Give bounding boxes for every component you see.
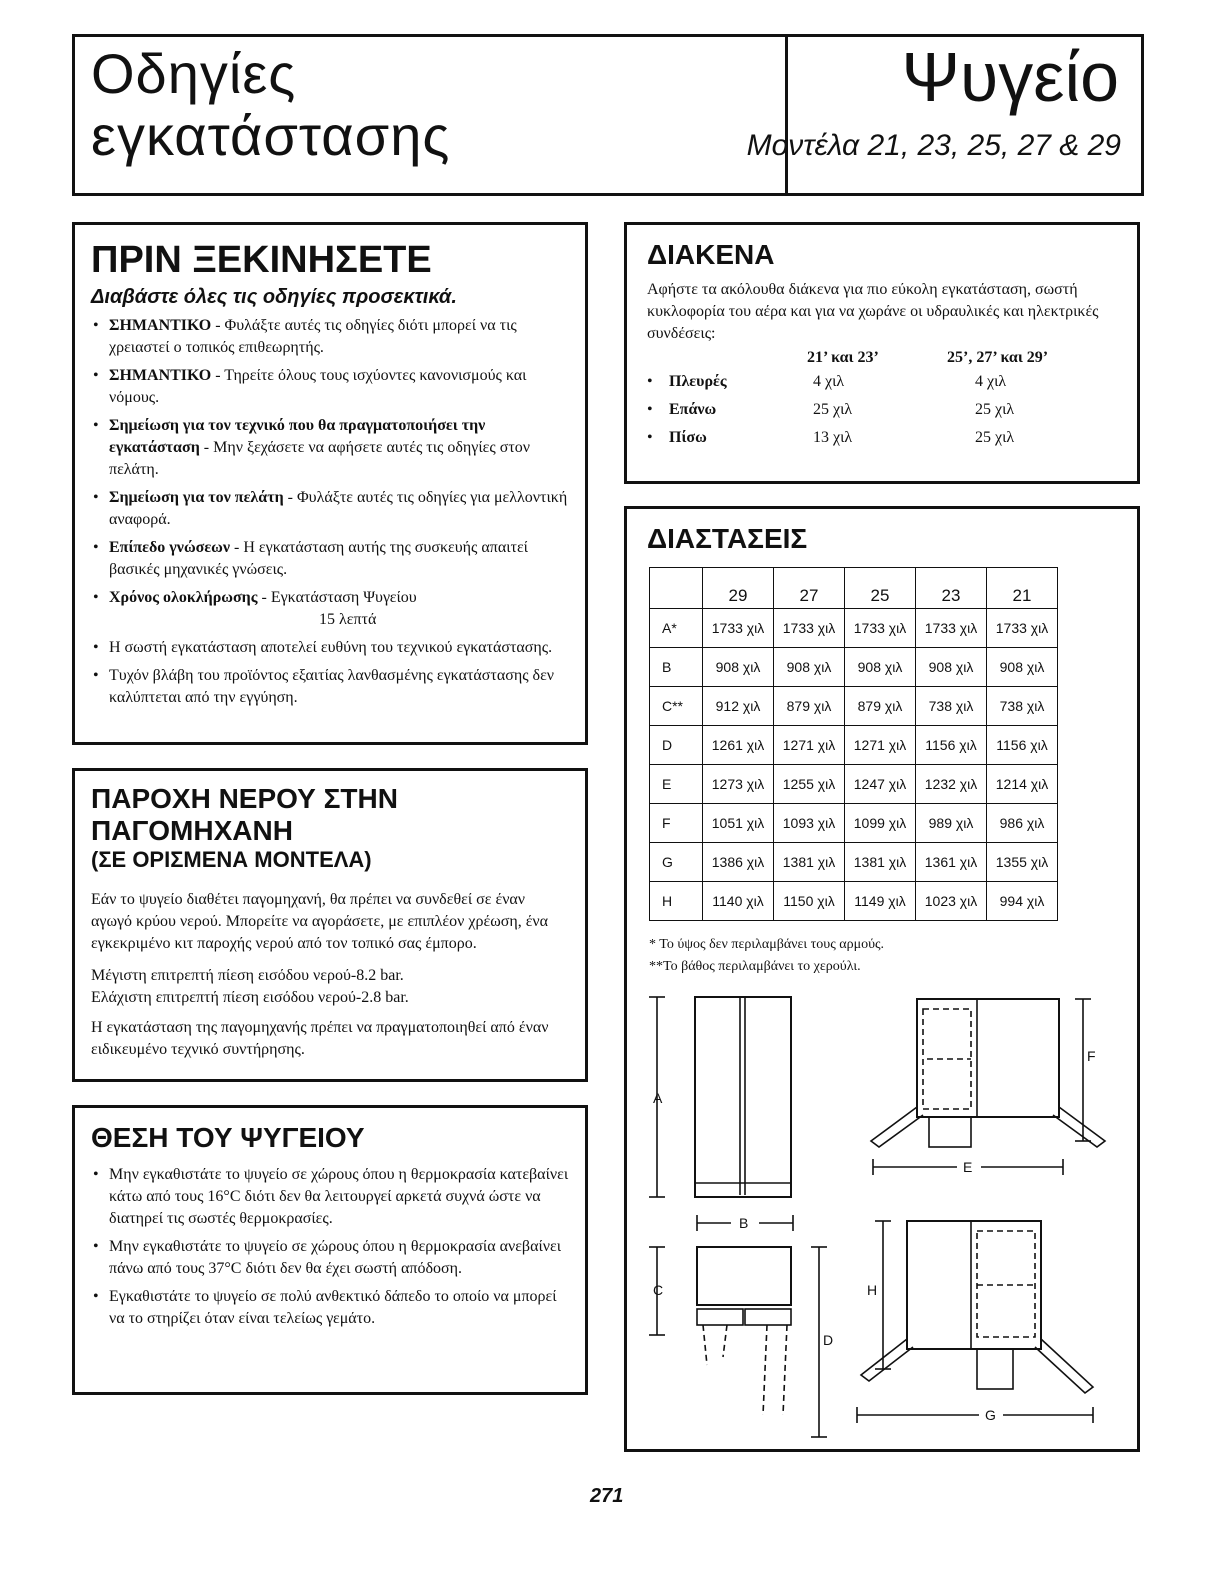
table-cell: 1273 χιλ bbox=[703, 765, 774, 804]
table-row bbox=[650, 765, 1058, 804]
table-cell: 1214 χιλ bbox=[987, 765, 1058, 804]
clearance-label: Πίσω bbox=[669, 429, 707, 446]
dimension-label-d: D bbox=[823, 1332, 834, 1348]
location-list bbox=[91, 1164, 569, 1330]
clearance-row bbox=[647, 401, 1121, 429]
table-cell: 1381 χιλ bbox=[845, 843, 916, 882]
table-cell: 879 χιλ bbox=[845, 687, 916, 726]
table-cell: 1261 χιλ bbox=[703, 726, 774, 765]
location-section bbox=[72, 1105, 588, 1395]
list-item-heading: ΣΗΜΑΝΤΙΚΟ bbox=[109, 317, 212, 334]
dimension-label-c: C bbox=[653, 1282, 664, 1298]
bullet: • bbox=[647, 429, 653, 446]
list-item-heading: Χρόνος ολοκλήρωσης bbox=[109, 589, 258, 606]
section-subtitle: (ΣΕ ΟΡΙΣΜΕΝΑ ΜΟΝΤΕΛΑ) bbox=[91, 847, 372, 872]
clearance-value-large: 25 χιλ bbox=[975, 429, 1015, 446]
paragraph bbox=[91, 965, 569, 1009]
list-item bbox=[91, 587, 569, 631]
list-item-text: - Η εγκατάσταση αυτής της συσκευής απαιτεί βασικές μηχανικές γνώσεις. bbox=[109, 539, 528, 578]
column-header: 29 bbox=[703, 568, 774, 609]
section-title: ΠΡΙΝ ΞΕΚΙΝΗΣΕΤΕ bbox=[91, 239, 432, 281]
list-item bbox=[91, 537, 569, 581]
table-body bbox=[650, 609, 1058, 921]
table-cell: 908 χιλ bbox=[987, 648, 1058, 687]
table-cell: 1150 χιλ bbox=[774, 882, 845, 921]
row-label: H bbox=[650, 882, 703, 921]
dimension-label-h: H bbox=[867, 1282, 878, 1298]
bullet: • bbox=[647, 373, 653, 390]
table-cell: 1051 χιλ bbox=[703, 804, 774, 843]
section-subtitle: Διαβάστε όλες τις οδηγίες προσεκτικά. bbox=[91, 286, 457, 308]
refrigerator-dimension-diagram bbox=[627, 995, 1137, 1445]
product-title: Ψυγείο bbox=[901, 38, 1119, 116]
dimension-label-e: E bbox=[963, 1159, 973, 1175]
list-item: • Εγκαθιστάτε το ψυγείο σε πολύ ανθεκτικό δάπεδο το οποίο να μπορεί να το στηρίζει όταν είναι τελείως γεμάτο. bbox=[91, 1286, 569, 1330]
header bbox=[72, 34, 1144, 196]
corner-cell bbox=[650, 568, 703, 609]
table-cell: 1247 χιλ bbox=[845, 765, 916, 804]
list-item-text: - Τηρείτε όλους τους ισχύοντες κανονισμούς και νόμους. bbox=[109, 367, 527, 406]
clearance-value-small: 13 χιλ bbox=[813, 429, 853, 446]
document-title-line1: Οδηγίες bbox=[91, 42, 297, 105]
page-number: 271 bbox=[590, 1485, 624, 1507]
table-cell: 1271 χιλ bbox=[774, 726, 845, 765]
list-item-text: - Φυλάξτε αυτές τις οδηγίες για μελλοντική αναφορά. bbox=[109, 489, 568, 528]
table-cell: 908 χιλ bbox=[703, 648, 774, 687]
clearances-section bbox=[624, 222, 1140, 484]
list-item-text: - Φυλάξτε αυτές τις οδηγίες διότι μπορεί να τις χρειαστεί ο τοπικός επιθεωρητής. bbox=[109, 317, 517, 356]
list-item-heading: Σημείωση για τον τεχνικό που θα πραγματοποιήσει την εγκατάσταση bbox=[109, 417, 486, 456]
table-cell: 1733 χιλ bbox=[987, 609, 1058, 648]
list-item-text: Η σωστή εγκατάσταση αποτελεί ευθύνη του τεχνικού εγκατάστασης. bbox=[109, 639, 553, 656]
table-cell: 1386 χιλ bbox=[703, 843, 774, 882]
clearance-label: Πλευρές bbox=[669, 373, 727, 390]
table-cell: 1733 χιλ bbox=[845, 609, 916, 648]
column-header: 23 bbox=[916, 568, 987, 609]
section-title: ΠΑΡΟΧΗ ΝΕΡΟΥ ΣΤΗΝ ΠΑΓΟΜΗΧΑΝΗ bbox=[91, 783, 398, 846]
clearance-row bbox=[647, 373, 1121, 401]
table-cell: 989 χιλ bbox=[916, 804, 987, 843]
top-view bbox=[649, 1247, 833, 1437]
clearance-row bbox=[647, 429, 1121, 457]
table-row bbox=[650, 687, 1058, 726]
table-cell: 879 χιλ bbox=[774, 687, 845, 726]
table-cell: 1140 χιλ bbox=[703, 882, 774, 921]
footnote: * Το ύψος δεν περιλαμβάνει τους αρμούς. bbox=[649, 937, 885, 952]
dimensions-table bbox=[649, 567, 1058, 921]
list-item-extra: 15 λεπτά bbox=[319, 611, 377, 628]
table-cell: 738 χιλ bbox=[916, 687, 987, 726]
table-cell: 1381 χιλ bbox=[774, 843, 845, 882]
table-cell: 908 χιλ bbox=[845, 648, 916, 687]
clearances-header-row bbox=[647, 349, 1121, 373]
list-item bbox=[91, 365, 569, 409]
table-cell: 1733 χιλ bbox=[916, 609, 987, 648]
clearance-label: Επάνω bbox=[669, 401, 717, 418]
list-item-heading: ΣΗΜΑΝΤΙΚΟ bbox=[109, 367, 212, 384]
table-row bbox=[650, 609, 1058, 648]
table-cell: 908 χιλ bbox=[916, 648, 987, 687]
list-item bbox=[91, 665, 569, 709]
clearance-value-small: 4 χιλ bbox=[813, 373, 845, 390]
table-cell: 1255 χιλ bbox=[774, 765, 845, 804]
row-label: F bbox=[650, 804, 703, 843]
row-label: D bbox=[650, 726, 703, 765]
table-cell: 1099 χιλ bbox=[845, 804, 916, 843]
table-row bbox=[650, 726, 1058, 765]
max-pressure-text: Μέγιστη επιτρεπτή πίεση εισόδου νερού-8.2 bar. bbox=[91, 967, 404, 984]
front-view bbox=[649, 997, 793, 1231]
min-pressure-text: Ελάχιστη επιτρεπτή πίεση εισόδου νερού-2.8 bar. bbox=[91, 989, 409, 1006]
list-item bbox=[91, 315, 569, 359]
table-cell: 908 χιλ bbox=[774, 648, 845, 687]
row-label: E bbox=[650, 765, 703, 804]
table-cell: 1156 χιλ bbox=[916, 726, 987, 765]
table-cell: 994 χιλ bbox=[987, 882, 1058, 921]
clearance-value-small: 25 χιλ bbox=[813, 401, 853, 418]
before-start-section bbox=[72, 222, 588, 745]
table-row bbox=[650, 882, 1058, 921]
list-item-text: - Εγκατάσταση Ψυγείου bbox=[257, 589, 417, 606]
column-header: 25’, 27’ και 29’ bbox=[947, 349, 1049, 366]
table-cell: 1093 χιλ bbox=[774, 804, 845, 843]
column-header: 21 bbox=[987, 568, 1058, 609]
open-doors-view-lower bbox=[857, 1221, 1093, 1423]
clearance-value-large: 4 χιλ bbox=[975, 373, 1007, 390]
dimension-label-b: B bbox=[739, 1215, 749, 1231]
table-cell: 1733 χιλ bbox=[774, 609, 845, 648]
column-header: 21’ και 23’ bbox=[807, 349, 879, 366]
table-cell: 1355 χιλ bbox=[987, 843, 1058, 882]
clearance-value-large: 25 χιλ bbox=[975, 401, 1015, 418]
list-item bbox=[91, 487, 569, 531]
dimension-label-f: F bbox=[1087, 1048, 1096, 1064]
list-item-heading: Επίπεδο γνώσεων bbox=[109, 539, 231, 556]
column-header: 25 bbox=[845, 568, 916, 609]
table-cell: 1156 χιλ bbox=[987, 726, 1058, 765]
table-row bbox=[650, 648, 1058, 687]
row-label: C** bbox=[650, 687, 703, 726]
section-title: ΔΙΑΣΤΑΣΕΙΣ bbox=[647, 523, 808, 554]
list-item-text: - Μην ξεχάσετε να αφήσετε αυτές τις οδηγίες στον πελάτη. bbox=[109, 439, 530, 478]
dimensions-section bbox=[624, 506, 1140, 1452]
bullet: • bbox=[647, 401, 653, 418]
footnote: **Το βάθος περιλαμβάνει το χερούλι. bbox=[649, 959, 861, 974]
table-cell: 1232 χιλ bbox=[916, 765, 987, 804]
table-header-row bbox=[650, 568, 1058, 609]
clearances-intro: Αφήστε τα ακόλουθα διάκενα για πιο εύκολη εγκατάσταση, σωστή κυκλοφορία του αέρα και για να χωράνε οι υδραυλικές και ηλεκτρικές συνδέσεις: bbox=[647, 281, 1099, 342]
table-cell: 1361 χιλ bbox=[916, 843, 987, 882]
open-doors-view-upper bbox=[871, 999, 1105, 1175]
table-cell: 986 χιλ bbox=[987, 804, 1058, 843]
row-label: G bbox=[650, 843, 703, 882]
water-supply-section bbox=[72, 768, 588, 1082]
column-header: 27 bbox=[774, 568, 845, 609]
section-title: ΔΙΑΚΕΝΑ bbox=[647, 239, 775, 270]
dimension-label-g: G bbox=[985, 1407, 996, 1423]
list-item bbox=[91, 415, 569, 481]
row-label: B bbox=[650, 648, 703, 687]
list-item: • Μην εγκαθιστάτε το ψυγείο σε χώρους όπου η θερμοκρασία ανεβαίνει πάνω από τους 37°C διότι δεν θα έχει σωστή απόδοση. bbox=[91, 1236, 569, 1280]
table-row bbox=[650, 804, 1058, 843]
table-cell: 1271 χιλ bbox=[845, 726, 916, 765]
table-cell: 1023 χιλ bbox=[916, 882, 987, 921]
table-cell: 738 χιλ bbox=[987, 687, 1058, 726]
table-cell: 912 χιλ bbox=[703, 687, 774, 726]
table-cell: 1149 χιλ bbox=[845, 882, 916, 921]
list-item bbox=[91, 637, 569, 659]
table-cell: 1733 χιλ bbox=[703, 609, 774, 648]
clearances-rows bbox=[647, 373, 1121, 457]
document-title-line2: εγκατάστασης bbox=[91, 104, 451, 167]
paragraph: Η εγκατάσταση της παγομηχανής πρέπει να πραγματοποιηθεί από έναν ειδικευμένο τεχνικό συντήρησης. bbox=[91, 1019, 549, 1058]
dimension-label-a: A bbox=[653, 1090, 663, 1106]
table-row bbox=[650, 843, 1058, 882]
paragraph: Εάν το ψυγείο διαθέτει παγομηχανή, θα πρέπει να συνδεθεί σε έναν αγωγό κρύου νερού. Μπορείτε να αγοράσετε, με επιπλέον χρέωση, ένα εγκεκριμένο κιτ παροχής νερού από τον τοπικό σας έμπορο. bbox=[91, 891, 549, 952]
section-title: ΘΕΣΗ ΤΟΥ ΨΥΓΕΙΟΥ bbox=[91, 1122, 365, 1153]
row-label: A* bbox=[650, 609, 703, 648]
list-item-text: Τυχόν βλάβη του προϊόντος εξαιτίας λανθασμένης εγκατάστασης δεν καλύπτεται από την εγγύηση. bbox=[109, 667, 555, 706]
header-divider bbox=[785, 37, 788, 193]
instruction-list bbox=[91, 315, 569, 709]
list-item: • Μην εγκαθιστάτε το ψυγείο σε χώρους όπου η θερμοκρασία κατεβαίνει κάτω από τους 16°C διότι δεν θα λειτουργεί αρκετά συχνά ώστε να διατηρεί τις σωστές θερμοκρασίες. bbox=[91, 1164, 569, 1230]
list-item-heading: Σημείωση για τον πελάτη bbox=[109, 489, 284, 506]
models-label: Μοντέλα 21, 23, 25, 27 & 29 bbox=[746, 129, 1121, 162]
